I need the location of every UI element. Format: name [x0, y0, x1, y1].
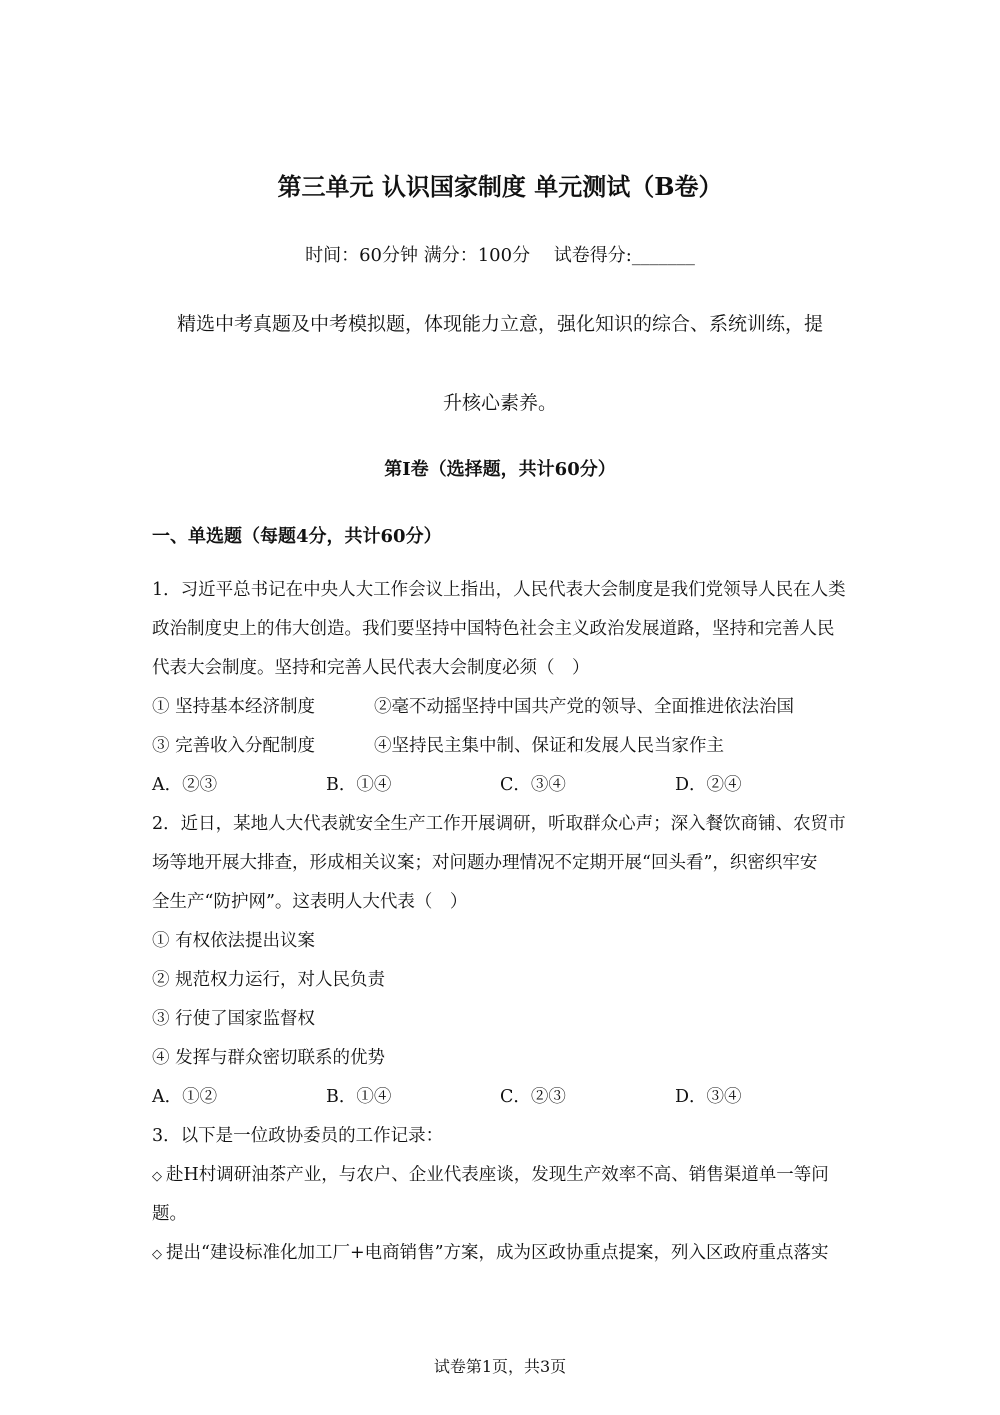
q3-item-2-text: 提出“建设标准化加工厂+电商销售”方案，成为区政协重点提案，列入区政府重点落实 [166, 1243, 829, 1263]
q1-option-d[interactable]: D．②④ [675, 775, 742, 795]
q3-item-1-text: 赴H村调研油茶产业，与农户、企业代表座谈，发现生产效率不高、销售渠道单一等问 [166, 1165, 829, 1185]
diamond-bullet-icon: ◇ [152, 1169, 162, 1184]
intro-line-2: 升核心素养。 [442, 392, 557, 414]
q2-line-3: 全生产“防护网”。这表明人大代表（ ） [152, 892, 468, 912]
q2-line-1: 2．近日，某地人大代表就安全生产工作开展调研，听取群众心声；深入餐饮商铺、农贸市 [152, 814, 846, 834]
part-title: 第Ⅰ卷（选择题，共计60分） [384, 459, 616, 480]
q2-option-b[interactable]: B．①④ [326, 1087, 392, 1107]
intro-line-1: 精选中考真题及中考模拟题，体现能力立意，强化知识的综合、系统训练，提 [176, 313, 823, 335]
q1-statement-1: ① 坚持基本经济制度 [152, 697, 316, 717]
q2-statement-2: ② 规范权力运行，对人民负责 [152, 970, 386, 990]
q2-option-c[interactable]: C．②③ [500, 1087, 566, 1107]
q1-option-a[interactable]: A．②③ [152, 775, 218, 795]
page-footer: 试卷第1页，共3页 [433, 1357, 567, 1376]
q1-line-1: 1．习近平总书记在中央人大工作会议上指出，人民代表大会制度是我们党领导人民在人类 [152, 580, 846, 600]
q3-line-1: 3．以下是一位政协委员的工作记录： [152, 1126, 444, 1146]
q1-line-2: 政治制度史上的伟大创造。我们要坚持中国特色社会主义政治发展道路，坚持和完善人民 [152, 619, 835, 639]
q3-item-1-line-2: 题。 [152, 1204, 187, 1224]
q3-item-2-line-1 [152, 1241, 852, 1267]
q2-option-d[interactable]: D．③④ [675, 1087, 742, 1107]
q1-option-b[interactable]: B．①④ [326, 775, 392, 795]
q2-option-a[interactable]: A．①② [152, 1087, 218, 1107]
q1-line-3: 代表大会制度。坚持和完善人民代表大会制度必须（ ） [152, 658, 590, 678]
q1-statement-4: ④坚持民主集中制、保证和发展人民当家作主 [374, 736, 724, 756]
q1-option-c[interactable]: C．③④ [500, 775, 566, 795]
exam-title: 第三单元 认识国家制度 单元测试（B卷） [277, 172, 723, 201]
q2-line-2: 场等地开展大排查，形成相关议案；对问题办理情况不定期开展“回头看”，织密织牢安 [152, 853, 818, 873]
section-title: 一、单选题（每题4分，共计60分） [152, 526, 442, 547]
q2-statement-3: ③ 行使了国家监督权 [152, 1009, 316, 1029]
q2-statement-1: ① 有权依法提出议案 [152, 931, 316, 951]
diamond-bullet-icon: ◇ [152, 1247, 162, 1262]
q3-item-1-line-1 [152, 1163, 852, 1189]
q1-statement-2: ②毫不动摇坚持中国共产党的领导、全面推进依法治国 [374, 697, 794, 717]
exam-meta: 时间：60分钟 满分：100分 试卷得分:_______ [305, 245, 695, 266]
q2-statement-4: ④ 发挥与群众密切联系的优势 [152, 1048, 386, 1068]
q1-statement-3: ③ 完善收入分配制度 [152, 736, 316, 756]
